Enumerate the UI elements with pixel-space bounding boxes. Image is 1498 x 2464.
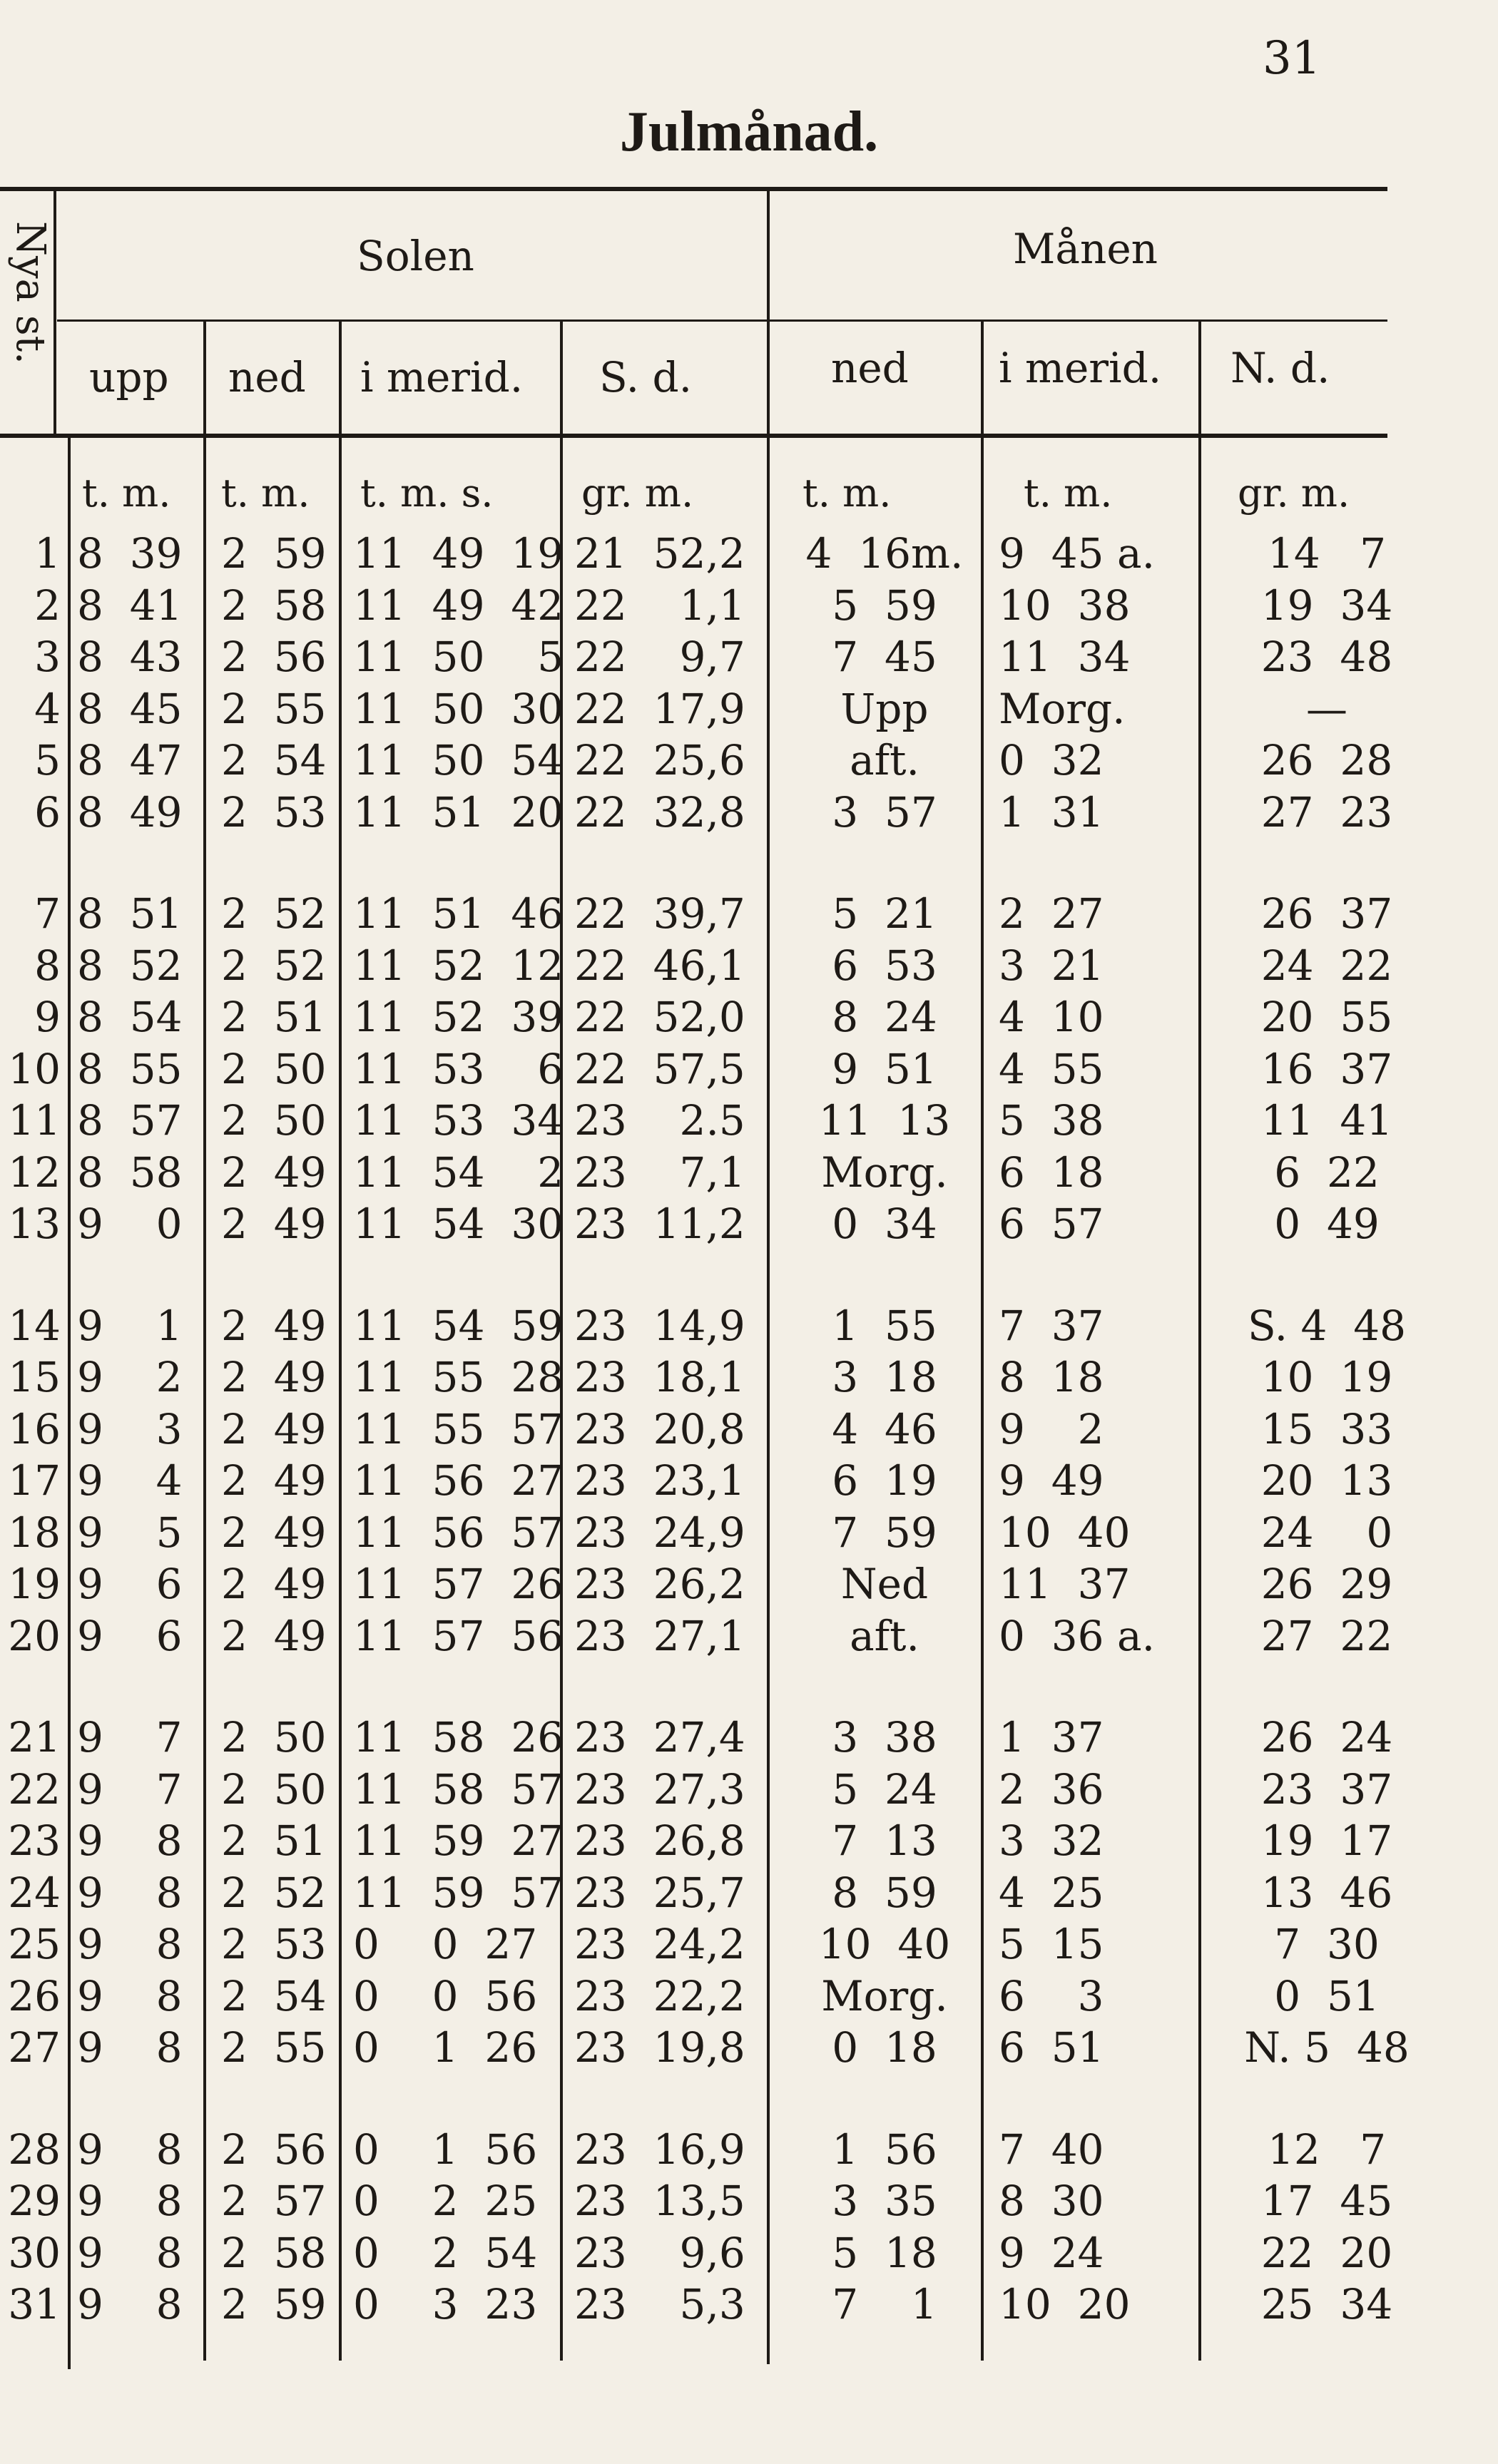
col-ned: ned [228, 353, 306, 402]
sun-set: 2 49 [221, 1200, 327, 1248]
sun-meridian: 11 54 59 [353, 1301, 564, 1350]
day-number: 3 [34, 633, 61, 681]
nya-st-label: Nya st. [7, 221, 54, 364]
vline-1 [54, 189, 56, 435]
moon-meridian: 9 49 [999, 1456, 1104, 1505]
sun-rise: 9 7 [77, 1713, 183, 1762]
sun-set: 2 59 [221, 529, 327, 578]
day-number: 17 [8, 1456, 61, 1505]
moon-meridian: 11 34 [999, 633, 1131, 681]
moon-meridian: 6 57 [999, 1200, 1104, 1248]
sun-meridian: 0 2 54 [353, 2228, 538, 2277]
sun-meridian: 11 54 30 [353, 1200, 564, 1248]
header-manen: Månen [1013, 225, 1158, 273]
moon-declination: 19 34 [1260, 581, 1393, 630]
sun-rise: 9 2 [77, 1353, 183, 1401]
moon-set: aft. [850, 736, 919, 784]
sun-set: 2 50 [221, 1096, 327, 1145]
unit-man-ned: t. m. [802, 471, 892, 516]
moon-declination: 26 24 [1260, 1713, 1393, 1762]
sun-declination: 22 46,1 [574, 941, 745, 990]
moon-declination: 20 55 [1260, 993, 1393, 1041]
sun-set: 2 49 [221, 1508, 327, 1557]
moon-set: aft. [850, 1611, 919, 1660]
sun-declination: 23 22,2 [574, 1971, 745, 2020]
day-number: 14 [8, 1301, 61, 1350]
sun-rise: 9 4 [77, 1456, 183, 1505]
moon-set: 7 59 [832, 1508, 937, 1557]
sun-meridian: 11 49 19 [353, 529, 564, 578]
moon-meridian: 2 27 [999, 889, 1104, 938]
moon-meridian: 3 32 [999, 1816, 1104, 1865]
moon-declination: 26 29 [1260, 1560, 1393, 1608]
moon-set: 3 18 [832, 1353, 937, 1401]
moon-set: Morg. [821, 1147, 948, 1197]
moon-declination: 0 49 [1274, 1200, 1380, 1248]
col-upp: upp [89, 353, 169, 402]
day-number: 8 [34, 941, 61, 990]
moon-declination: 27 23 [1260, 787, 1393, 837]
moon-declination: 11 41 [1260, 1096, 1393, 1145]
sun-set: 2 52 [221, 889, 327, 938]
day-number: 18 [8, 1508, 61, 1557]
day-number: 25 [8, 1920, 61, 1968]
sun-rise: 8 49 [77, 787, 183, 837]
day-number: 15 [8, 1353, 61, 1401]
moon-set: Upp [840, 684, 929, 733]
moon-set: 5 24 [832, 1764, 937, 1814]
moon-meridian: 4 10 [999, 993, 1104, 1041]
day-number: 19 [8, 1560, 61, 1608]
sun-rise: 9 6 [77, 1611, 183, 1660]
sun-meridian: 0 3 23 [353, 2280, 538, 2328]
moon-declination: 13 46 [1260, 1868, 1393, 1917]
sun-set: 2 49 [221, 1353, 327, 1401]
sun-rise: 8 39 [77, 529, 183, 578]
day-number: 5 [34, 736, 61, 784]
sun-declination: 23 5,3 [574, 2280, 745, 2328]
moon-declination: S. 4 48 [1247, 1301, 1407, 1350]
sun-rise: 8 52 [77, 941, 183, 990]
moon-meridian: 9 24 [999, 2228, 1104, 2277]
day-number: 2 [34, 581, 61, 630]
day-number: 30 [8, 2228, 61, 2277]
moon-declination: 7 30 [1274, 1920, 1380, 1968]
sun-rise: 8 54 [77, 993, 183, 1041]
unit-ned: t. m. [221, 471, 310, 516]
sun-meridian: 11 50 5 [353, 633, 564, 681]
sun-meridian: 0 0 56 [353, 1971, 538, 2020]
moon-meridian: 5 15 [999, 1920, 1104, 1968]
sun-set: 2 58 [221, 581, 327, 630]
day-number: 4 [34, 684, 61, 733]
sun-set: 2 50 [221, 1044, 327, 1093]
moon-meridian: 3 21 [999, 941, 1104, 990]
sun-meridian: 0 0 27 [353, 1920, 538, 1968]
moon-set: Ned [840, 1560, 929, 1608]
moon-declination: 17 45 [1260, 2177, 1393, 2225]
sun-set: 2 49 [221, 1560, 327, 1608]
sun-rise: 9 1 [77, 1301, 183, 1350]
moon-set: 11 13 [818, 1096, 951, 1145]
col-man-i-merid: i merid. [999, 344, 1162, 392]
moon-declination: 12 7 [1267, 2125, 1386, 2174]
sun-meridian: 11 49 42 [353, 581, 564, 630]
moon-set: 8 59 [832, 1868, 937, 1917]
sun-meridian: 11 50 30 [353, 684, 564, 733]
sun-meridian: 11 59 57 [353, 1868, 564, 1917]
sun-meridian: 11 52 12 [353, 941, 564, 990]
moon-set: 6 53 [832, 941, 937, 990]
sun-rise: 8 45 [77, 684, 183, 733]
moon-declination: 6 22 [1274, 1147, 1380, 1197]
sun-set: 2 58 [221, 2228, 327, 2277]
sun-declination: 22 39,7 [574, 889, 745, 938]
sun-set: 2 50 [221, 1713, 327, 1762]
sun-rise: 9 8 [77, 2177, 183, 2225]
day-number: 20 [8, 1611, 61, 1660]
day-number: 16 [8, 1404, 61, 1453]
sun-declination: 23 11,2 [574, 1200, 745, 1248]
moon-set: Morg. [821, 1971, 948, 2020]
day-number: 9 [34, 993, 61, 1041]
sun-set: 2 53 [221, 1920, 327, 1968]
sun-declination: 23 9,6 [574, 2228, 745, 2277]
sun-meridian: 11 53 34 [353, 1096, 564, 1145]
sun-set: 2 49 [221, 1147, 327, 1197]
moon-set: 3 57 [832, 787, 937, 837]
sun-rise: 8 43 [77, 633, 183, 681]
sun-meridian: 11 51 20 [353, 787, 564, 837]
moon-set: 8 24 [832, 993, 937, 1041]
moon-meridian: 9 2 [999, 1404, 1104, 1453]
sun-rise: 9 8 [77, 2228, 183, 2277]
moon-declination: 16 37 [1260, 1044, 1393, 1093]
vline-6 [981, 321, 984, 2361]
day-number: 13 [8, 1200, 61, 1248]
moon-meridian: 8 18 [999, 1353, 1104, 1401]
sun-set: 2 54 [221, 1971, 327, 2020]
sun-set: 2 49 [221, 1301, 327, 1350]
sun-meridian: 11 50 54 [353, 736, 564, 784]
sun-declination: 23 24,9 [574, 1508, 745, 1557]
sun-set: 2 50 [221, 1764, 327, 1814]
sun-declination: 23 27,3 [574, 1764, 745, 1814]
moon-set: 5 59 [832, 581, 937, 630]
day-number: 21 [8, 1713, 61, 1762]
sun-set: 2 56 [221, 633, 327, 681]
vline-day [68, 436, 71, 2369]
sun-declination: 23 18,1 [574, 1353, 745, 1401]
sun-declination: 22 32,8 [574, 787, 745, 837]
sun-meridian: 11 57 56 [353, 1611, 564, 1660]
page-title: Julmånad. [619, 101, 879, 163]
sun-rise: 8 51 [77, 889, 183, 938]
moon-set: 7 45 [832, 633, 937, 681]
col-sd: S. d. [599, 353, 693, 402]
sun-rise: 9 7 [77, 1764, 183, 1814]
sun-declination: 22 9,7 [574, 633, 745, 681]
sun-rise: 8 41 [77, 581, 183, 630]
sun-set: 2 51 [221, 993, 327, 1041]
moon-declination: 24 0 [1260, 1508, 1393, 1557]
sun-set: 2 55 [221, 2023, 327, 2072]
col-man-ned: ned [831, 344, 909, 392]
sun-rise: 8 55 [77, 1044, 183, 1093]
moon-declination: 23 37 [1260, 1764, 1393, 1814]
sun-set: 2 49 [221, 1611, 327, 1660]
sun-meridian: 0 1 56 [353, 2125, 538, 2174]
sun-set: 2 49 [221, 1404, 327, 1453]
sun-declination: 23 19,8 [574, 2023, 745, 2072]
moon-declination: 20 13 [1260, 1456, 1393, 1505]
top-rule [0, 187, 1387, 191]
moon-meridian: Morg. [999, 684, 1126, 733]
sun-declination: 23 26,8 [574, 1816, 745, 1865]
sun-declination: 22 17,9 [574, 684, 745, 733]
sun-set: 2 57 [221, 2177, 327, 2225]
moon-meridian: 1 37 [999, 1713, 1104, 1762]
sun-declination: 23 14,9 [574, 1301, 745, 1350]
day-number: 28 [8, 2125, 61, 2174]
moon-declination: N. 5 48 [1244, 2023, 1410, 2072]
col-nd: N. d. [1230, 344, 1330, 392]
moon-meridian: 5 38 [999, 1096, 1104, 1145]
sun-set: 2 52 [221, 941, 327, 990]
sun-rise: 8 57 [77, 1096, 183, 1145]
moon-meridian: 6 18 [999, 1147, 1104, 1197]
day-number: 11 [8, 1096, 61, 1145]
moon-meridian: 10 20 [999, 2280, 1131, 2328]
unit-merid: t. m. s. [360, 471, 494, 516]
sun-rise: 9 8 [77, 2023, 183, 2072]
sun-meridian: 0 1 26 [353, 2023, 538, 2072]
moon-meridian: 1 31 [999, 787, 1104, 837]
moon-set: 7 13 [832, 1816, 937, 1865]
day-number: 7 [34, 889, 61, 938]
moon-set: 4 46 [832, 1404, 937, 1453]
sun-declination: 23 25,7 [574, 1868, 745, 1917]
sun-rise: 9 3 [77, 1404, 183, 1453]
day-number: 29 [8, 2177, 61, 2225]
moon-set: 1 55 [832, 1301, 937, 1350]
day-number: 23 [8, 1816, 61, 1865]
moon-meridian: 11 37 [999, 1560, 1131, 1608]
sun-declination: 23 20,8 [574, 1404, 745, 1453]
moon-meridian: 7 40 [999, 2125, 1104, 2174]
moon-meridian: 4 25 [999, 1868, 1104, 1917]
sun-declination: 23 26,2 [574, 1560, 745, 1608]
day-number: 12 [8, 1147, 61, 1197]
sun-rise: 9 8 [77, 1920, 183, 1968]
day-number: 1 [34, 529, 61, 578]
sun-rise: 9 8 [77, 1971, 183, 2020]
moon-meridian: 9 45 a. [999, 529, 1156, 578]
sun-rise: 9 8 [77, 2280, 183, 2328]
moon-set: 10 40 [818, 1920, 951, 1968]
moon-set: 0 18 [832, 2023, 937, 2072]
sun-declination: 23 24,2 [574, 1920, 745, 1968]
moon-set: 4 16m. [805, 529, 964, 578]
sun-rise: 9 8 [77, 2125, 183, 2174]
moon-declination: 26 37 [1260, 889, 1393, 938]
sun-declination: 23 27,1 [574, 1611, 745, 1660]
sun-declination: 23 2.5 [574, 1096, 745, 1145]
sun-declination: 23 7,1 [574, 1147, 745, 1197]
moon-set: 0 34 [832, 1200, 937, 1248]
unit-sd: gr. m. [581, 471, 694, 516]
sun-rise: 8 47 [77, 736, 183, 784]
sun-meridian: 11 54 2 [353, 1147, 564, 1197]
day-number: 10 [8, 1044, 61, 1093]
moon-declination: 10 19 [1260, 1353, 1393, 1401]
moon-set: 3 35 [832, 2177, 937, 2225]
moon-set: 6 19 [832, 1456, 937, 1505]
day-number: 27 [8, 2023, 61, 2072]
sun-declination: 21 52,2 [574, 529, 745, 578]
moon-meridian: 6 51 [999, 2023, 1104, 2072]
sun-rise: 9 8 [77, 1816, 183, 1865]
header-solen: Solen [357, 232, 474, 280]
sun-meridian: 11 55 28 [353, 1353, 564, 1401]
sun-declination: 23 27,4 [574, 1713, 745, 1762]
sun-meridian: 11 56 57 [353, 1508, 564, 1557]
sun-declination: 23 16,9 [574, 2125, 745, 2174]
moon-declination: — [1306, 684, 1347, 733]
moon-meridian: 4 55 [999, 1044, 1104, 1093]
moon-declination: 14 7 [1267, 529, 1386, 578]
sun-set: 2 49 [221, 1456, 327, 1505]
sun-declination: 22 25,6 [574, 736, 745, 784]
moon-meridian: 10 38 [999, 581, 1131, 630]
sun-meridian: 11 57 26 [353, 1560, 564, 1608]
moon-declination: 23 48 [1260, 633, 1393, 681]
sun-set: 2 51 [221, 1816, 327, 1865]
sun-set: 2 54 [221, 736, 327, 784]
sun-rise: 9 8 [77, 1868, 183, 1917]
sun-declination: 23 23,1 [574, 1456, 745, 1505]
day-number: 24 [8, 1868, 61, 1917]
unit-upp: t. m. [82, 471, 171, 516]
day-number: 22 [8, 1764, 61, 1814]
sun-set: 2 52 [221, 1868, 327, 1917]
sun-meridian: 11 55 57 [353, 1404, 564, 1453]
moon-set: 9 51 [832, 1044, 937, 1093]
sun-declination: 22 1,1 [574, 581, 745, 630]
sun-meridian: 11 52 39 [353, 993, 564, 1041]
moon-declination: 25 34 [1260, 2280, 1393, 2328]
col-i-merid: i merid. [360, 353, 524, 402]
moon-declination: 19 17 [1260, 1816, 1393, 1865]
sun-declination: 22 52,0 [574, 993, 745, 1041]
group-rule [57, 319, 1387, 322]
moon-set: 5 21 [832, 889, 937, 938]
moon-declination: 15 33 [1260, 1404, 1393, 1453]
sun-meridian: 0 2 25 [353, 2177, 538, 2225]
sun-meridian: 11 56 27 [353, 1456, 564, 1505]
sun-set: 2 59 [221, 2280, 327, 2328]
sun-declination: 23 13,5 [574, 2177, 745, 2225]
moon-declination: 0 51 [1274, 1971, 1380, 2020]
moon-meridian: 8 30 [999, 2177, 1104, 2225]
sun-rise: 8 58 [77, 1147, 183, 1197]
moon-meridian: 2 36 [999, 1764, 1104, 1814]
sun-meridian: 11 51 46 [353, 889, 564, 938]
moon-set: 7 1 [832, 2280, 937, 2328]
moon-meridian: 0 32 [999, 736, 1104, 784]
moon-meridian: 0 36 a. [999, 1611, 1156, 1660]
day-number: 26 [8, 1971, 61, 2020]
day-number: 31 [8, 2280, 61, 2328]
moon-declination: 27 22 [1260, 1611, 1393, 1660]
sun-rise: 9 6 [77, 1560, 183, 1608]
moon-meridian: 6 3 [999, 1971, 1104, 2020]
sun-rise: 9 5 [77, 1508, 183, 1557]
sun-set: 2 56 [221, 2125, 327, 2174]
moon-declination: 22 20 [1260, 2228, 1393, 2277]
sun-rise: 9 0 [77, 1200, 183, 1248]
moon-declination: 26 28 [1260, 736, 1393, 784]
moon-meridian: 7 37 [999, 1301, 1104, 1350]
moon-set: 5 18 [832, 2228, 937, 2277]
unit-nd: gr. m. [1238, 471, 1350, 516]
header-bottom-rule [0, 434, 1387, 438]
moon-set: 3 38 [832, 1713, 937, 1762]
moon-declination: 24 22 [1260, 941, 1393, 990]
sun-meridian: 11 58 57 [353, 1764, 564, 1814]
sun-declination: 22 57,5 [574, 1044, 745, 1093]
sun-meridian: 11 59 27 [353, 1816, 564, 1865]
sun-meridian: 11 58 26 [353, 1713, 564, 1762]
sun-set: 2 53 [221, 787, 327, 837]
sun-meridian: 11 53 6 [353, 1044, 564, 1093]
page-number: 31 [1263, 32, 1321, 85]
sun-set: 2 55 [221, 684, 327, 733]
day-number: 6 [34, 787, 61, 837]
moon-meridian: 10 40 [999, 1508, 1131, 1557]
moon-set: 1 56 [832, 2125, 937, 2174]
unit-man-merid: t. m. [1024, 471, 1113, 516]
